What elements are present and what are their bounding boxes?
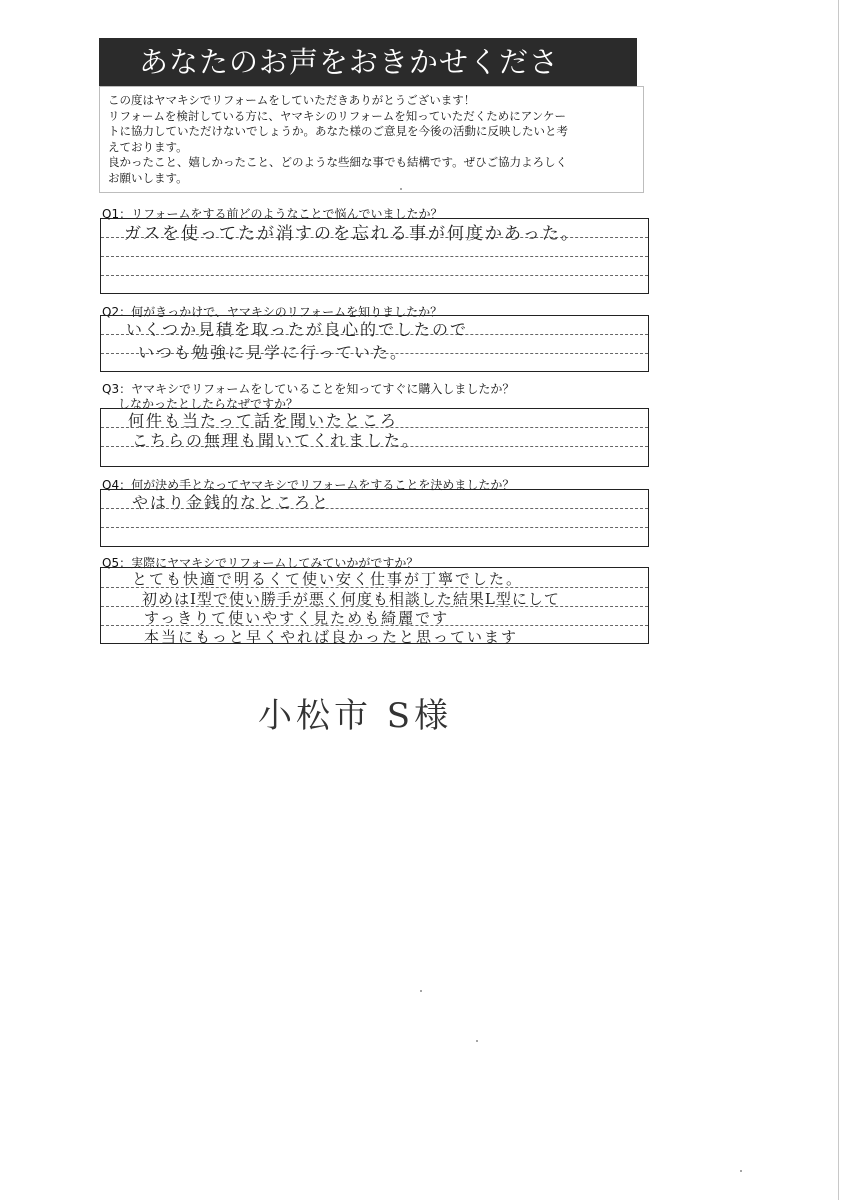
answer-3-line: 何件も当たって話を聞いたところ	[128, 411, 399, 430]
answer-5-line: すっきりて使いやすく見ためも綺麗です	[144, 609, 450, 627]
answer-rule	[101, 527, 648, 528]
intro-line: 良かったこと、嬉しかったこと、どのような些細な事でも結構です。ぜひご協力よろしく	[108, 155, 568, 169]
question-5-label: Q5：実際にヤマキシでリフォームしてみていかがですか？	[102, 556, 419, 570]
survey-title-bar	[99, 38, 637, 86]
question-3-label: Q3：ヤマキシでリフォームをしていることを知ってすぐに購入しましたか？	[102, 382, 515, 396]
answer-1-line: ガスを使ってたが消すのを忘れる事が何度かあった。	[124, 224, 580, 244]
intro-text-box	[99, 86, 644, 193]
question-1-label: Q1：リフォームをする前どのようなことで悩んでいましたか？	[102, 207, 443, 221]
customer-signature: 小松市 S様	[258, 696, 453, 736]
intro-line: トに協力していただけないでしょうか。あなた様のご意見を今後の活動に反映したいと考	[108, 124, 568, 138]
answer-2-line: いくつか見積を取ったが良心的でしたので	[126, 320, 469, 339]
answer-4-line: やはり金銭的なところと	[132, 493, 331, 512]
answer-rule	[101, 275, 648, 276]
answer-3-line: こちらの無理も聞いてくれました。	[132, 431, 421, 450]
question-2-label: Q2：何がきっかけで、ヤマキシのリフォームを知りましたか？	[102, 305, 443, 319]
intro-line: お願いします。	[108, 170, 188, 185]
answer-rule	[101, 256, 648, 257]
question-4-label: Q4：何が決め手となってヤマキシでリフォームをすることを決めましたか？	[102, 478, 515, 492]
intro-line: この度はヤマキシでリフォームをしていただきありがとうございます！	[108, 93, 476, 107]
intro-line: えております。	[108, 139, 188, 154]
survey-title: あなたのお声をおきかせくださ	[139, 45, 560, 79]
answer-5-line: 本当にもっと早くやれば良かったと思っています	[144, 628, 519, 646]
answer-2-line: いつも勉強に見学に行っていた。	[138, 343, 409, 362]
intro-line: リフォームを検討している方に、ヤマキシのリフォームを知っていただくためにアンケー	[108, 108, 567, 123]
question-3-sublabel: しなかったとしたらなぜですか？	[118, 397, 299, 411]
answer-5-line: 初めはI型で使い勝手が悪く何度も相談した結果L型にして	[142, 590, 560, 608]
page-edge	[838, 0, 839, 1200]
answer-5-line: とても快適で明るくて使い安く仕事が丁寧でした。	[132, 570, 524, 588]
